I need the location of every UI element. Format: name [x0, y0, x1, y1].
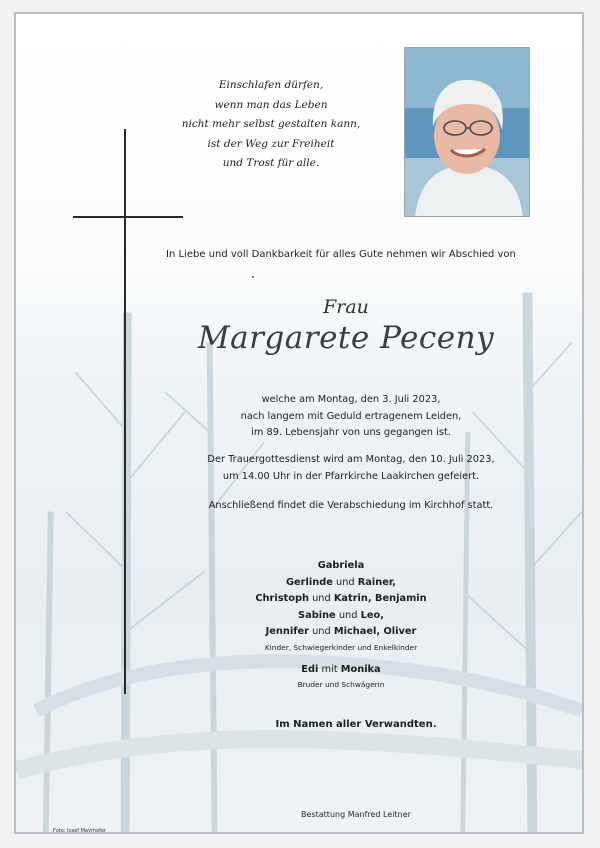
mourner-line: Gabriela — [317, 560, 365, 571]
service-line: um 14.00 Uhr in der Pfarrkirche Laakirchen gefeiert. — [222, 470, 480, 482]
cross-vertical — [124, 129, 126, 694]
mourner-line: Gerlinde und Rainer, — [285, 576, 396, 588]
death-notice-line: im 89. Lebensjahr von uns gegangen ist. — [251, 427, 451, 438]
farewell-line: Anschließend findet die Verabschiedung im Kirchhof statt. — [208, 500, 494, 511]
quote-line: wenn man das Leben — [214, 98, 328, 111]
memorial-quote — [166, 76, 376, 174]
death-notice-line: welche am Montag, den 3. Juli 2023, — [261, 394, 441, 405]
quote-line: Einschlafen dürfen, — [218, 79, 324, 91]
death-notice-line: nach langem mit Geduld ertragenem Leiden, — [240, 410, 462, 422]
mourner-caption: Bruder und Schwägerin — [297, 680, 385, 689]
closing-line: Im Namen aller Verwandten. — [275, 719, 437, 730]
photo-credit: Foto: Josef Mayrhofer — [53, 828, 107, 834]
portrait-photo — [404, 47, 530, 217]
service-line: Der Trauergottesdienst wird am Montag, den 10. Juli 2023, — [207, 454, 495, 465]
salutation: Frau — [323, 296, 369, 318]
death-notice — [166, 392, 536, 442]
quote-line: ist der Weg zur Freiheit — [207, 137, 335, 150]
cross-horizontal — [73, 216, 183, 218]
service-info — [166, 452, 536, 485]
deceased-name: Margarete Peceny — [197, 320, 495, 356]
intro-text: In Liebe und voll Dankbarkeit für alles Gute nehmen wir Abschied von — [166, 249, 516, 260]
mourner-line: Jennifer und Michael, Oliver — [265, 626, 417, 637]
notice-frame — [14, 12, 584, 834]
funeral-home: Bestattung Manfred Leitner — [301, 810, 411, 819]
mourner-caption: Kinder, Schwiegerkinder und Enkelkinder — [264, 642, 418, 652]
quote-line: nicht mehr selbst gestalten kann, — [181, 118, 361, 130]
speck — [252, 276, 254, 278]
quote-line: und Trost für alle. — [222, 157, 320, 169]
farewell-info — [166, 498, 536, 515]
mourner-line: Sabine und Leo, — [298, 609, 384, 621]
mourner-line: Christoph und Katrin, Benjamin — [255, 593, 427, 604]
mourner-line: Edi mit Monika — [301, 663, 381, 675]
mourners-list — [196, 558, 486, 691]
